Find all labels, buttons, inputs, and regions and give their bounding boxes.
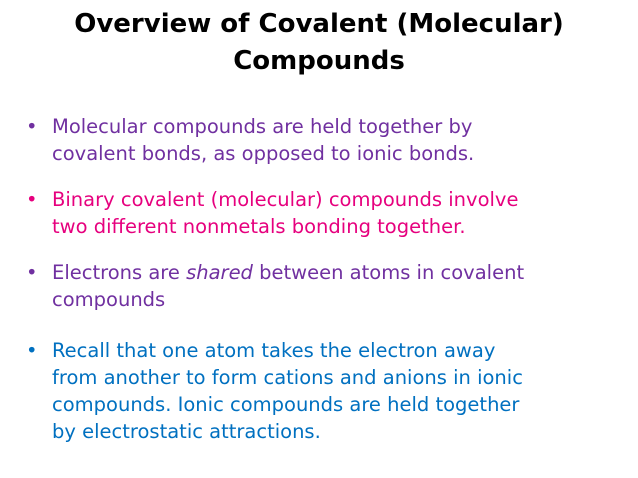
bullet-item-recall-ionic — [26, 337, 626, 445]
bullet-marker: • — [26, 339, 38, 362]
bullet-4-line-1: Recall that one atom takes the electron away — [52, 339, 496, 362]
bullet-marker: • — [26, 261, 38, 284]
bullet-1-line-1: Molecular compounds are held together by — [52, 115, 473, 138]
bullet-1-line-2: covalent bonds, as opposed to ionic bonds. — [52, 142, 475, 165]
bullet-item-binary-covalent — [26, 186, 626, 240]
bullet-3-text-before: Electrons are — [52, 261, 187, 284]
bullet-4-line-3: compounds. Ionic compounds are held together — [52, 393, 520, 416]
bullet-3-emphasis: shared — [186, 261, 253, 284]
bullet-marker: • — [26, 115, 38, 138]
slide-title-line-1: Overview of Covalent (Molecular) — [74, 9, 564, 39]
bullet-4-line-4: by electrostatic attractions. — [52, 420, 321, 443]
bullet-3-line-1 — [52, 259, 626, 286]
bullet-item-electrons-shared — [26, 259, 626, 313]
bullet-4-line-2: from another to form cations and anions in ionic — [52, 366, 523, 389]
bullet-2-line-2: two different nonmetals bonding together. — [52, 215, 466, 238]
bullet-2-line-1: Binary covalent (molecular) compounds involve — [52, 188, 519, 211]
slide-title-line-2: Compounds — [233, 46, 405, 76]
bullet-marker: • — [26, 188, 38, 211]
bullet-item-molecular-compounds — [26, 113, 626, 167]
bullet-3-text-after: between atoms in covalent — [252, 261, 525, 284]
bullet-3-line-2: compounds — [52, 288, 166, 311]
